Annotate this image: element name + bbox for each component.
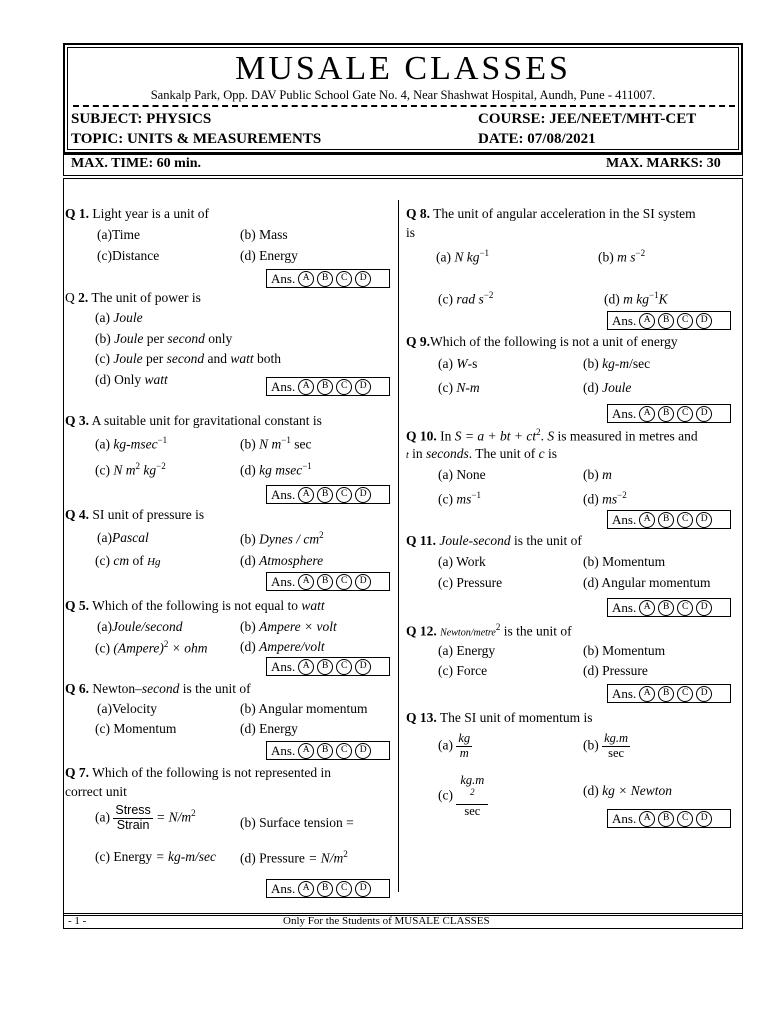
- q13-option-b: (b) $\frac{kg.m}{\sec}$: [583, 731, 629, 760]
- q12-question: Q 12. Newton/metre$^2$ is the unit of: [406, 622, 572, 639]
- answer-label: Ans.: [612, 685, 637, 701]
- q7-question: Q 7. Which of the following is not represented in: [65, 765, 331, 780]
- q6-option-d: (d) Energy: [240, 721, 298, 736]
- q2-option-d: (d) Only watt: [95, 372, 168, 387]
- answer-choice-d[interactable]: D: [355, 574, 371, 590]
- answer-choice-c[interactable]: C: [336, 487, 352, 503]
- q2-option-c: (c) Joule per second and watt both: [95, 351, 282, 366]
- answer-label: Ans.: [271, 486, 296, 502]
- q2-option-a: (a) Joule: [95, 310, 143, 325]
- answer-label: Ans.: [271, 270, 296, 286]
- q6-option-c: (c) Momentum: [95, 721, 177, 736]
- address: Sankalp Park, Opp. DAV Public School Gate No. 4, Near Shashwat Hospital, Aundh, Pune - 411007.: [150, 88, 656, 102]
- q13-answer-box[interactable]: [607, 809, 731, 828]
- q1-option-b: (b) Mass: [240, 227, 288, 242]
- answer-choice-b[interactable]: B: [317, 379, 333, 395]
- answer-choice-d[interactable]: D: [696, 811, 712, 827]
- q2-question: [65, 290, 201, 306]
- q2-text: The unit of power is: [91, 290, 201, 305]
- answer-choice-d[interactable]: D: [355, 487, 371, 503]
- q10-answer-box[interactable]: [607, 510, 731, 529]
- answer-choice-c[interactable]: C: [336, 659, 352, 675]
- answer-choice-b[interactable]: B: [317, 743, 333, 759]
- answer-choice-a[interactable]: A: [639, 811, 655, 827]
- answer-choice-a[interactable]: A: [639, 686, 655, 702]
- column-divider: [398, 200, 399, 892]
- answer-choice-a[interactable]: A: [639, 313, 655, 329]
- date-label: DATE: 07/08/2021: [478, 131, 596, 147]
- footer-note: Only For the Students of MUSALE CLASSES: [283, 915, 490, 927]
- stress-strain-fraction: $\frac{\text{Stress}}{\text{Strain}}$: [115, 803, 151, 832]
- q10-option-c: (c) $ms^{-1}$: [438, 490, 481, 507]
- q7-option-d: (d) Pressure = $N/m^2$: [240, 849, 348, 866]
- answer-choice-c[interactable]: C: [336, 574, 352, 590]
- q8-question: Q 8. The unit of angular acceleration in the SI system: [406, 206, 696, 221]
- subject-label: SUBJECT: PHYSICS: [71, 111, 212, 127]
- q4-option-b: (b) Dynes / $cm^2$: [240, 530, 324, 547]
- answer-choice-a[interactable]: A: [298, 743, 314, 759]
- answer-choice-b[interactable]: B: [317, 881, 333, 897]
- q9-option-b: (b) kg-m/sec: [583, 356, 651, 371]
- q13-option-d: (d) kg × Newton: [583, 783, 672, 798]
- institute-title: MUSALE CLASSES: [235, 50, 571, 87]
- q1-option-c: (c)Distance: [97, 248, 160, 263]
- q7-option-b: (b) Surface tension =: [240, 815, 354, 830]
- q4-option-a: (a)Pascal: [97, 530, 149, 545]
- q1-text: Light year is a unit of: [92, 206, 209, 221]
- q7-answer-box[interactable]: [266, 879, 390, 898]
- answer-choice-b[interactable]: B: [317, 271, 333, 287]
- answer-choice-b[interactable]: B: [658, 811, 674, 827]
- q6-option-b: (b) Angular momentum: [240, 701, 368, 716]
- answer-choice-d[interactable]: D: [355, 271, 371, 287]
- answer-choice-b[interactable]: B: [658, 313, 674, 329]
- answer-label: Ans.: [612, 511, 637, 527]
- q12-option-a: (a) Energy: [438, 643, 496, 658]
- max-time: MAX. TIME: 60 min.: [71, 156, 202, 171]
- q3-question: Q 3. A suitable unit for gravitational constant is: [65, 413, 322, 428]
- q10-question-line2: t in seconds. The unit of c is: [406, 446, 558, 461]
- answer-choice-c[interactable]: C: [336, 743, 352, 759]
- q6-answer-box[interactable]: [266, 741, 390, 760]
- q7-question-line2: correct unit: [65, 784, 127, 799]
- answer-choice-a[interactable]: A: [298, 487, 314, 503]
- q3-option-c: (c) N $m^2$ $kg^{-2}$: [95, 461, 166, 478]
- answer-label: Ans.: [271, 573, 296, 589]
- answer-choice-c[interactable]: C: [677, 600, 693, 616]
- q2-answer-box[interactable]: [266, 377, 390, 396]
- q10-option-b: (b) m: [583, 467, 612, 482]
- answer-label: Ans.: [612, 599, 637, 615]
- answer-choice-c[interactable]: C: [336, 881, 352, 897]
- answer-choice-c[interactable]: C: [677, 686, 693, 702]
- answer-choice-d[interactable]: D: [355, 659, 371, 675]
- q5-answer-box[interactable]: [266, 657, 390, 676]
- q11-option-c: (c) Pressure: [438, 575, 503, 590]
- answer-choice-a[interactable]: A: [298, 271, 314, 287]
- q9-option-c: (c) N-m: [438, 380, 480, 395]
- q1-number: Q 1.: [65, 206, 90, 221]
- answer-choice-c[interactable]: C: [677, 811, 693, 827]
- q3-option-d: (d) kg msec$^{-1}$: [240, 461, 312, 478]
- q1-question: [65, 206, 209, 222]
- q5-question: Q 5. Which of the following is not equal to watt: [65, 598, 325, 613]
- course-label: COURSE: JEE/NEET/MHT-CET: [478, 111, 697, 127]
- answer-choice-d[interactable]: D: [355, 743, 371, 759]
- q10-option-d: (d) $ms^{-2}$: [583, 490, 627, 507]
- answer-label: Ans.: [612, 405, 637, 421]
- q11-answer-box[interactable]: [607, 598, 731, 617]
- answer-choice-a[interactable]: A: [298, 881, 314, 897]
- answer-choice-a[interactable]: A: [298, 574, 314, 590]
- q4-question: Q 4. SI unit of pressure is: [65, 507, 205, 522]
- answer-choice-d[interactable]: D: [696, 406, 712, 422]
- q9-answer-box[interactable]: [607, 404, 731, 423]
- answer-label: Ans.: [271, 880, 296, 896]
- q8-option-d: (d) m $kg^{-1}K$: [604, 290, 668, 307]
- topic-label: TOPIC: UNITS & MEASUREMENTS: [71, 131, 322, 147]
- q8-answer-box[interactable]: [607, 311, 731, 330]
- q2-number: 2.: [78, 290, 89, 305]
- divider-dashed: [73, 105, 735, 107]
- answer-choice-c[interactable]: C: [336, 379, 352, 395]
- q1-option-d: (d) Energy: [240, 248, 298, 263]
- q13-option-c: (c) kg.m $^2$ sec: [438, 774, 488, 818]
- answer-choice-a[interactable]: A: [639, 512, 655, 528]
- q10-question: Q 10. In S = a + bt + $ct^2$. S is measured in metres and: [406, 427, 698, 444]
- answer-choice-b[interactable]: B: [658, 686, 674, 702]
- kgm2-per-sec-fraction: kg.m $^2$ sec: [456, 774, 488, 818]
- answer-choice-b[interactable]: B: [658, 600, 674, 616]
- q5-option-a: (a)Joule/second: [97, 619, 183, 634]
- q11-option-d: (d) Angular momentum: [583, 575, 711, 590]
- answer-choice-a[interactable]: A: [639, 600, 655, 616]
- answer-choice-c[interactable]: C: [677, 406, 693, 422]
- q12-option-c: (c) Force: [438, 663, 488, 678]
- answer-choice-d[interactable]: D: [696, 512, 712, 528]
- q8-question-line2: is: [406, 225, 416, 240]
- answer-label: Ans.: [271, 378, 296, 394]
- kgm-per-sec-fraction: $\frac{kg.m}{\sec}$: [604, 731, 629, 760]
- q11-option-b: (b) Momentum: [583, 554, 666, 569]
- q7-option-a: (a) $\frac{\text{Stress}}{\text{Strain}}$ = $N/m^2$: [95, 803, 196, 832]
- answer-choice-a[interactable]: A: [298, 379, 314, 395]
- answer-choice-c[interactable]: C: [336, 271, 352, 287]
- answer-choice-b[interactable]: B: [317, 574, 333, 590]
- q2-option-b: (b) Joule per second only: [95, 331, 233, 346]
- answer-choice-d[interactable]: D: [355, 379, 371, 395]
- q12-option-b: (b) Momentum: [583, 643, 666, 658]
- answer-choice-b[interactable]: B: [658, 512, 674, 528]
- answer-choice-d[interactable]: D: [696, 313, 712, 329]
- q13-option-a: (a) $\frac{kg}{m}$: [438, 731, 471, 760]
- answer-label: Ans.: [271, 742, 296, 758]
- q3-option-a: (a) kg-msec$^{-1}$: [95, 435, 168, 452]
- q13-question: Q 13. The SI unit of momentum is: [406, 710, 593, 725]
- q8-option-a: (a) N $kg^{-1}$: [436, 248, 490, 265]
- q5-option-c: (c) (Ampere)$^2$ × ohm: [95, 639, 208, 656]
- q3-answer-box[interactable]: [266, 485, 390, 504]
- q4-option-d: (d) Atmosphere: [240, 553, 324, 568]
- q1-answer-box[interactable]: [266, 269, 390, 288]
- answer-label: Ans.: [271, 658, 296, 674]
- answer-choice-d[interactable]: D: [355, 881, 371, 897]
- answer-choice-b[interactable]: B: [317, 487, 333, 503]
- answer-choice-d[interactable]: D: [696, 686, 712, 702]
- q11-question: Q 11. Joule-second is the unit of: [406, 533, 582, 548]
- q10-option-a: (a) None: [438, 467, 486, 482]
- answer-label: Ans.: [612, 810, 637, 826]
- q2-q: Q: [65, 290, 75, 305]
- q8-option-c: (c) rad $s^{-2}$: [438, 290, 494, 307]
- answer-choice-a[interactable]: A: [298, 659, 314, 675]
- answer-choice-c[interactable]: C: [677, 313, 693, 329]
- page-number: - 1 -: [68, 915, 87, 927]
- answer-choice-c[interactable]: C: [677, 512, 693, 528]
- q9-option-d: (d) Joule: [583, 380, 632, 395]
- q9-question: Q 9.Which of the following is not a unit of energy: [406, 334, 678, 349]
- q4-option-c: (c) cm of Hg: [95, 553, 161, 568]
- answer-label: Ans.: [612, 312, 637, 328]
- answer-choice-d[interactable]: D: [696, 600, 712, 616]
- q4-answer-box[interactable]: [266, 572, 390, 591]
- q5-option-b: (b) Ampere × volt: [240, 619, 337, 634]
- kg-per-m-fraction: $\frac{kg}{m}$: [458, 731, 471, 760]
- answer-choice-b[interactable]: B: [658, 406, 674, 422]
- q9-option-a: (a) W-s: [438, 356, 478, 371]
- q1-option-a: (a)Time: [97, 227, 140, 242]
- max-marks: MAX. MARKS: 30: [606, 156, 721, 171]
- answer-choice-a[interactable]: A: [639, 406, 655, 422]
- answer-choice-b[interactable]: B: [317, 659, 333, 675]
- q11-option-a: (a) Work: [438, 554, 486, 569]
- q5-option-d: (d) Ampere/volt: [240, 639, 325, 654]
- q8-option-b: (b) m $s^{-2}$: [598, 248, 646, 265]
- q12-answer-box[interactable]: [607, 684, 731, 703]
- q12-option-d: (d) Pressure: [583, 663, 648, 678]
- q3-option-b: (b) N $m^{-1}$ sec: [240, 435, 312, 452]
- q6-option-a: (a)Velocity: [97, 701, 157, 716]
- q6-question: Q 6. Newton–second is the unit of: [65, 681, 251, 696]
- q7-option-c: (c) Energy = kg-m/sec: [95, 849, 216, 864]
